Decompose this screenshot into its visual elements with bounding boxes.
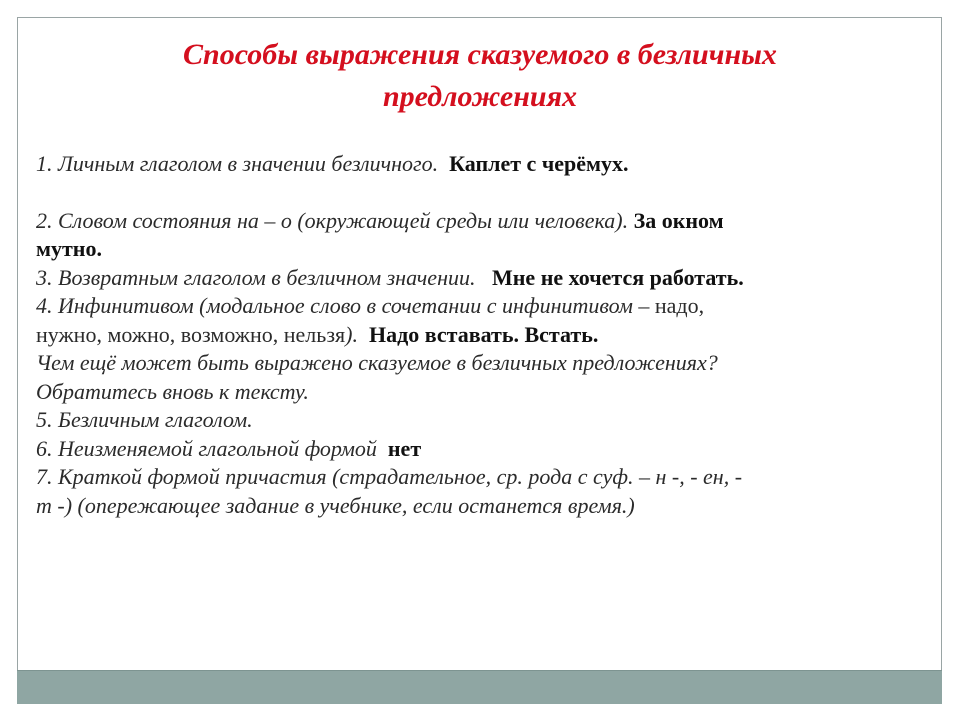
item-7-line-2: т -) (опережающее задание в учебнике, если останется время.) (36, 492, 635, 518)
item-1-text: 1. Личным глаголом в значении безличного. (36, 151, 439, 176)
item-2-continuation (36, 235, 936, 264)
slide-content (36, 150, 936, 520)
item-6-text: 6. Неизменяемой глагольной формой (36, 435, 377, 461)
item-4 (36, 292, 936, 321)
item-3-example: Мне не хочется работать. (491, 264, 744, 290)
item-4-words-part1: надо, (654, 293, 705, 318)
item-4-text-part2: ). (345, 321, 358, 347)
question-line-1: Чем ещё может быть выражено сказуемое в безличных предложениях? (36, 350, 718, 375)
item-6 (36, 435, 936, 464)
item-4-continuation (36, 321, 936, 350)
item-7-line-1: 7. Краткой формой причастия (страдательное, ср. рода с суф. – н -, - ен, - (36, 464, 743, 489)
title-line-1: Способы выражения сказуемого в безличных (183, 38, 777, 71)
slide-title (40, 34, 920, 118)
item-1-example: Каплет с черёмух. (449, 151, 629, 176)
item-4-words-part2: нужно, можно, возможно, нельзя (36, 321, 346, 347)
item-2-text: 2. Словом состояния на – о (окружающей среды или человека). (36, 207, 629, 233)
question-line-2: Обратитесь вновь к тексту. (36, 378, 309, 404)
footer-bar (17, 670, 942, 704)
item-3-text: 3. Возвратным глаголом в безличном значении. (36, 264, 476, 290)
item-1 (36, 150, 936, 179)
item-3 (36, 264, 936, 293)
spacer (36, 179, 936, 207)
item-4-text-part1: 4. Инфинитивом (модальное слово в сочетании с инфинитивом – (36, 293, 650, 318)
item-2-example-part1: За окном (633, 207, 724, 233)
item-4-example: Надо вставать. Встать. (368, 321, 599, 347)
item-5: 5. Безличным глаголом. (36, 407, 253, 432)
title-line-2: предложениях (382, 80, 578, 113)
item-6-example: нет (387, 435, 422, 461)
item-2 (36, 207, 936, 236)
item-2-example-part2: мутно. (36, 236, 102, 261)
